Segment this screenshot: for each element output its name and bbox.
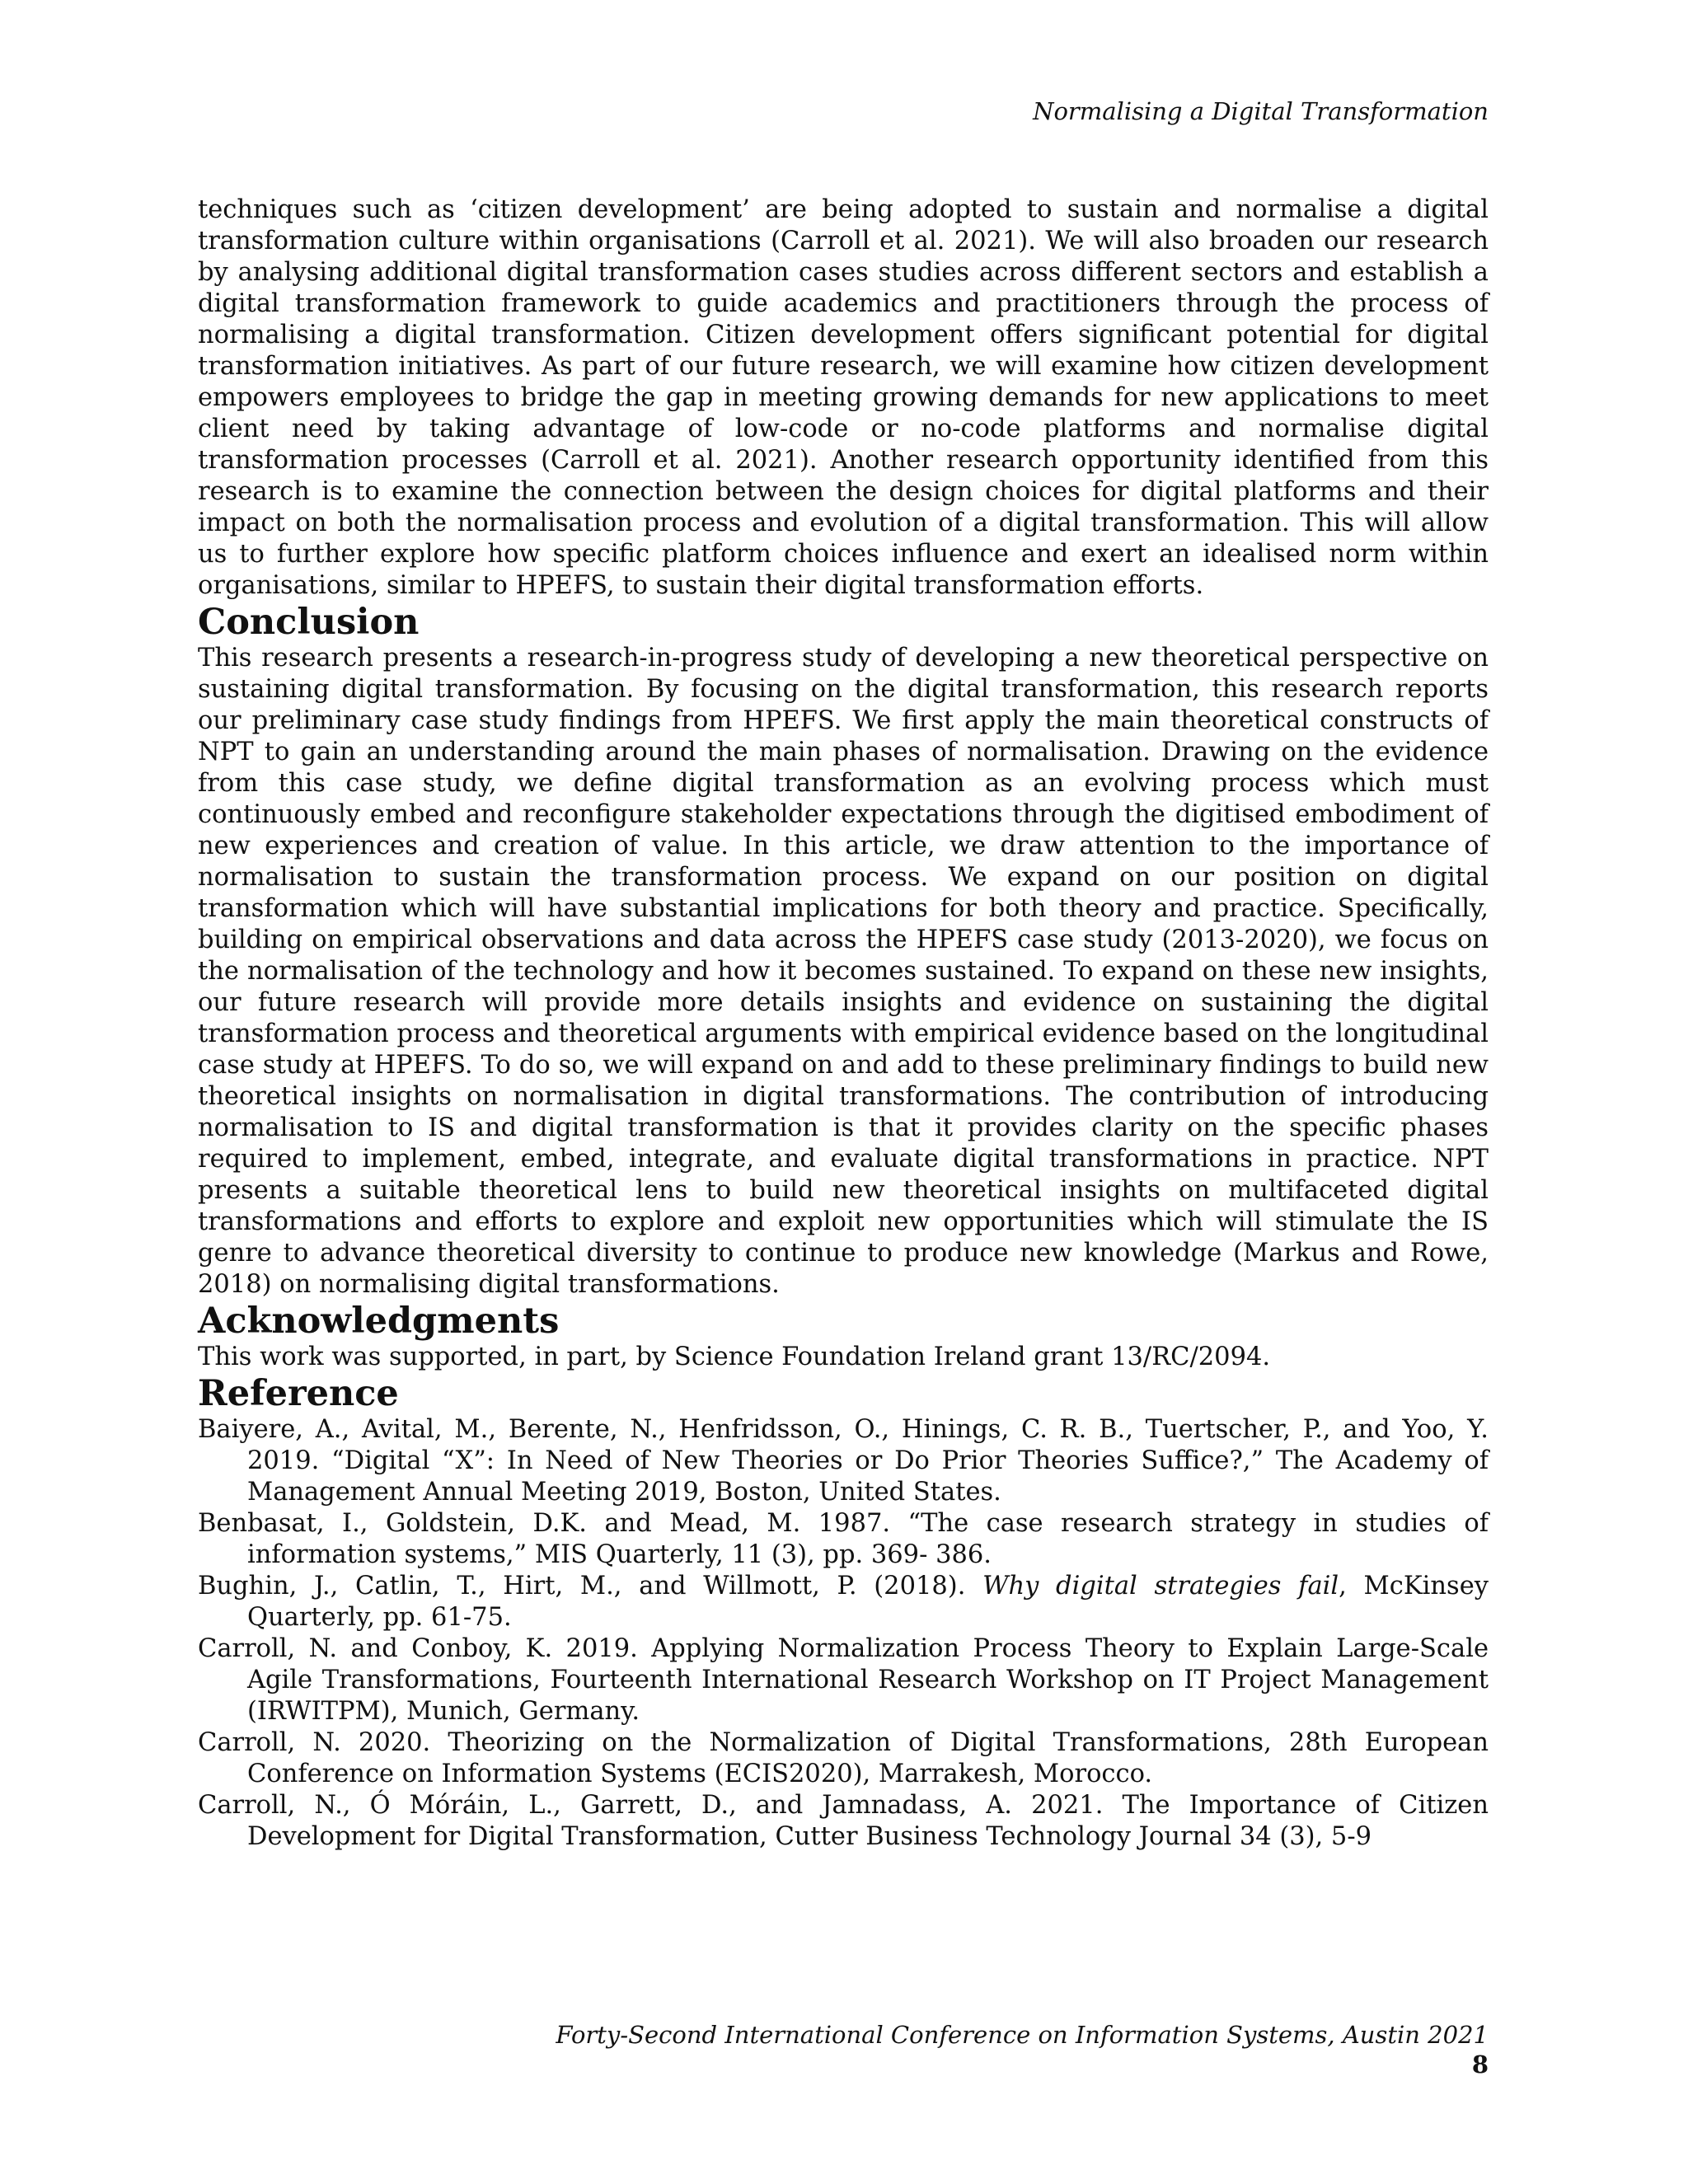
intro-paragraph: techniques such as ‘citizen development’ are being adopted to sustain and normalise a digital transformation culture within organisations (Carroll et al. 2021). We will also broaden our research by analysing additional digital transformation cases studies across different sectors and establish a digital transformation framework to guide academics and practitioners through the process of normalising a digital transformation. Citizen development offers significant potential for digital transformation initiatives. As part of our future research, we will examine how citizen development empowers employees to bridge the gap in meeting growing demands for new applications to meet client need by taking advantage of low-code or no-code platforms and normalise digital transformation processes (Carroll et al. 2021). Another research opportunity identified from this research is to examine the connection between the design choices for digital platforms and their impact on both the normalisation process and evolution of a digital transformation. This will allow us to further explore how specific platform choices influence and exert an idealised norm within organisations, similar to HPEFS, to sustain their digital transformation efforts. — [198, 195, 1489, 600]
reference-item: Baiyere, A., Avital, M., Berente, N., Henfridsson, O., Hinings, C. R. B., Tuertscher, P., and Yoo, Y. 2019. “Digital “X”: In Need of New Theories or Do Prior Theories Suffice?,” The Academy of Management Annual Meeting 2019, Boston, United States. — [198, 1415, 1489, 1507]
paper-page — [198, 0, 1489, 2184]
reference-italic-title: Why digital strategies fail — [982, 1572, 1339, 1601]
running-footer — [556, 2019, 1489, 2079]
reference-item — [198, 1571, 1489, 1633]
reference-item: Benbasat, I., Goldstein, D.K. and Mead, M. 1987. “The case research strategy in studies of information systems,” MIS Quarterly, 11 (3), pp. 369- 386. — [198, 1509, 1489, 1569]
reference-text: Bughin, J., Catlin, T., Hirt, M., and Willmott, P. (2018). — [198, 1572, 983, 1601]
reference-text: , McKinsey Quarterly, pp. 61-75. — [247, 1572, 1489, 1632]
page-content — [198, 194, 1489, 1853]
page-number: 8 — [1471, 2050, 1489, 2079]
reference-item: Carroll, N. and Conboy, K. 2019. Applying Normalization Process Theory to Explain Large-Scale Agile Transformations, Fourteenth International Research Workshop on IT Project Management (IRWITPM), Munich, Germany. — [198, 1634, 1489, 1726]
acknowledgments-paragraph: This work was supported, in part, by Science Foundation Ireland grant 13/RC/2094. — [198, 1343, 1271, 1371]
footer-conference-title: Forty-Second International Conference on Information Systems, Austin 2021 — [556, 2021, 1489, 2049]
conclusion-heading: Conclusion — [198, 602, 420, 643]
acknowledgments-heading: Acknowledgments — [198, 1301, 560, 1342]
reference-heading: Reference — [198, 1373, 399, 1414]
reference-item: Carroll, N., Ó Móráin, L., Garrett, D., and Jamnadass, A. 2021. The Importance of Citizen Development for Digital Transformation, Cutter Business Technology Journal 34 (3), 5-9 — [198, 1791, 1489, 1851]
reference-list — [198, 1414, 1489, 1853]
running-header: Normalising a Digital Transformation — [1033, 97, 1489, 125]
reference-item: Carroll, N. 2020. Theorizing on the Normalization of Digital Transformations, 28th European Conference on Information Systems (ECIS2020), Marrakesh, Morocco. — [198, 1728, 1489, 1788]
conclusion-paragraph: This research presents a research-in-progress study of developing a new theoretical perspective on sustaining digital transformation. By focusing on the digital transformation, this research reports our preliminary case study findings from HPEFS. We first apply the main theoretical constructs of NPT to gain an understanding around the main phases of normalisation. Drawing on the evidence from this case study, we define digital transformation as an evolving process which must continuously embed and reconfigure stakeholder expectations through the digitised embodiment of new experiences and creation of value. In this article, we draw attention to the importance of normalisation to sustain the transformation process. We expand on our position on digital transformation which will have substantial implications for both theory and practice. Specifically, building on empirical observations and data across the HPEFS case study (2013-2020), we focus on the normalisation of the technology and how it becomes sustained. To expand on these new insights, our future research will provide more details insights and evidence on sustaining the digital transformation process and theoretical arguments with empirical evidence based on the longitudinal case study at HPEFS. To do so, we will expand on and add to these preliminary findings to build new theoretical insights on normalisation in digital transformations. The contribution of introducing normalisation to IS and digital transformation is that it provides clarity on the specific phases required to implement, embed, integrate, and evaluate digital transformations in practice. NPT presents a suitable theoretical lens to build new theoretical insights on multifaceted digital transformations and efforts to explore and exploit new opportunities which will stimulate the IS genre to advance theoretical diversity to continue to produce new knowledge (Markus and Rowe, 2018) on normalising digital transformations. — [198, 644, 1489, 1299]
